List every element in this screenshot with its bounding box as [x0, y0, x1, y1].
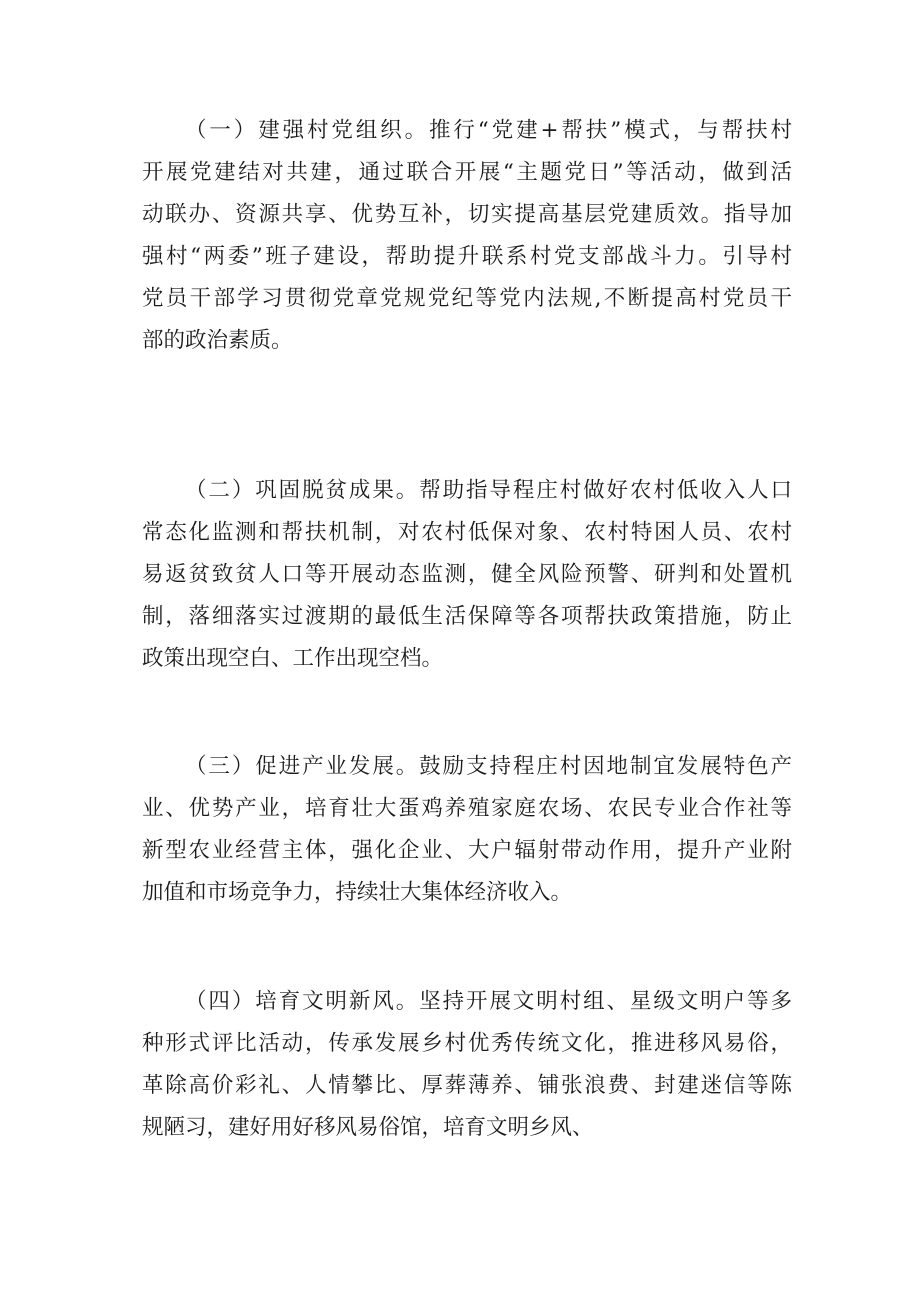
paragraph-line: 强村“两委”班子建设，帮助提升联系村党支部战斗力。引导村 — [142, 244, 792, 269]
paragraph-line: 开展党建结对共建，通过联合开展“主题党日”等活动，做到活 — [142, 160, 792, 185]
paragraph-line: 业、优势产业，培育壮大蛋鸡养殖家庭农场、农民专业合作社等 — [142, 796, 792, 821]
paragraph-line: （四）培育文明新风。坚持开展文明村组、星级文明户等多 — [185, 989, 792, 1014]
paragraph-line: 易返贫致贫人口等开展动态监测，健全风险预警、研判和处置机 — [142, 562, 792, 587]
paragraph-line: 党员干部学习贯彻党章党规党纪等党内法规,不断提高村党员干 — [142, 286, 792, 311]
paragraph-line: （三）促进产业发展。鼓励支持程庄村因地制宜发展特色产 — [185, 754, 792, 779]
paragraph-line: 种形式评比活动，传承发展乡村优秀传统文化，推进移风易俗， — [142, 1031, 792, 1056]
paragraph-consolidate-poverty-alleviation — [142, 470, 792, 680]
paragraph-line: 制，落细落实过渡期的最低生活保障等各项帮扶政策措施，防止 — [142, 604, 792, 629]
paragraph-civilized-customs — [142, 981, 792, 1149]
paragraph-line: 规陋习，建好用好移风易俗馆，培育文明乡风、 — [142, 1115, 594, 1140]
paragraph-line: （二）巩固脱贫成果。帮助指导程庄村做好农村低收入人口 — [185, 478, 792, 503]
paragraph-line: 部的政治素质。 — [142, 328, 293, 353]
paragraph-line: （一）建强村党组织。推行“党建+帮扶”模式，与帮扶村 — [185, 118, 792, 143]
paragraph-line: 常态化监测和帮扶机制，对农村低保对象、农村特困人员、农村 — [142, 520, 792, 545]
paragraph-line: 政策出现空白、工作出现空档。 — [142, 646, 444, 671]
paragraph-strengthen-party-organization — [142, 110, 792, 362]
paragraph-line: 动联办、资源共享、优势互补，切实提高基层党建质效。指导加 — [142, 202, 792, 227]
paragraph-line: 加值和市场竞争力，持续壮大集体经济收入。 — [142, 880, 573, 905]
paragraph-promote-industry — [142, 746, 792, 914]
paragraph-line: 革除高价彩礼、人情攀比、厚葬薄养、铺张浪费、封建迷信等陈 — [142, 1073, 792, 1098]
paragraph-line: 新型农业经营主体，强化企业、大户辐射带动作用，提升产业附 — [142, 838, 792, 863]
